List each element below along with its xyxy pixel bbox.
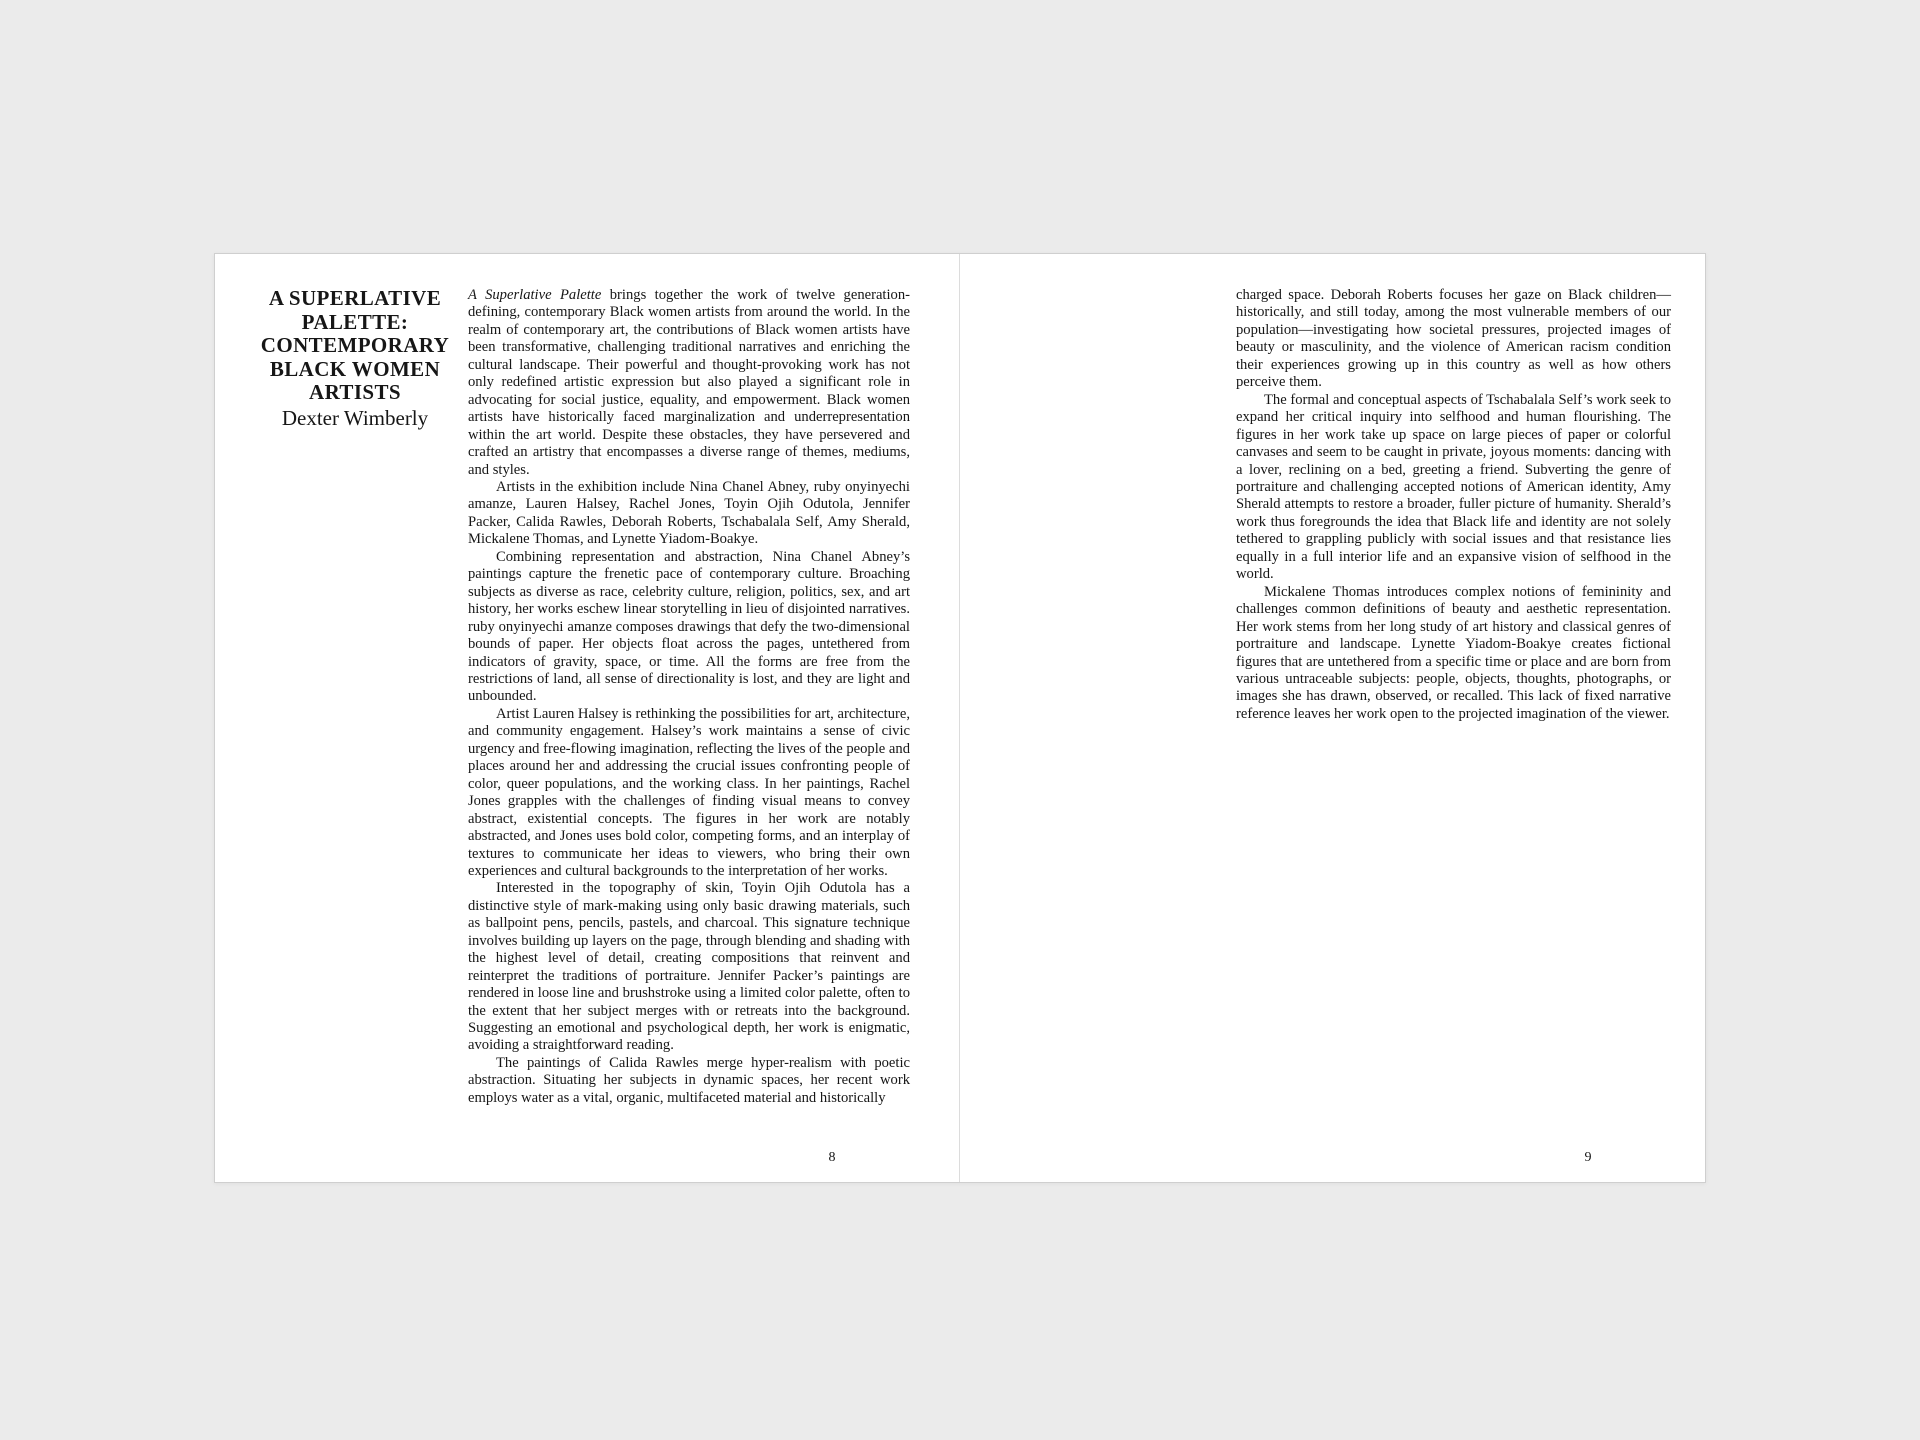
body-paragraph: Mickalene Thomas introduces complex notions of femininity and challenges common definitions of beauty and aesthetic representation. Her work stems from her long study of art history and classical genres of portraiture and landscape. Lynette Yiadom-Boakye creates fictional figures that are untethered from a specific time or place and are born from various untraceable subjects: people, objects, thoughts, photographs, or images she has drawn, observed, or recalled. This lack of fixed narrative reference leaves her work open to the projected imagination of the viewer. — [1236, 583, 1671, 722]
essay-author: Dexter Wimberly — [281, 405, 429, 430]
right-page-body — [1236, 287, 1671, 723]
body-paragraph: Artist Lauren Halsey is rethinking the possibilities for art, architecture, and community engagement. Halsey’s work maintains a sense of civic urgency and free-flowing imagination, reflecting the lives of the people and places around her and addressing the crucial issues confronting people of color, queer populations, and the working class. In her paintings, Rachel Jones grapples with the challenges of finding visual means to convey abstract, existential concepts. The figures in her work are notably abstracted, and Jones uses bold color, competing forms, and an interplay of textures to communicate her ideas to viewers, who bring their own experiences and cultural backgrounds to the interpretation of her works. — [468, 705, 910, 879]
page-right — [960, 254, 1705, 1182]
body-paragraph: Combining representation and abstraction, Nina Chanel Abney’s paintings capture the frenetic pace of contemporary culture. Broaching subjects as diverse as race, celebrity culture, religion, politics, sex, and art history, her works eschew linear storytelling in lieu of disjointed narratives. ruby onyinyechi amanze composes drawings that defy the two-dimensional bounds of paper. Her objects float across the pages, untethered from indicators of gravity, space, or time. All the forms are free from the restrictions of land, all sense of directionality is lost, and they are light and unbounded. — [468, 548, 910, 705]
page-number-right: 9 — [1584, 1150, 1592, 1165]
body-paragraph: The paintings of Calida Rawles merge hyper-realism with poetic abstraction. Situating her subjects in dynamic spaces, her recent work employs water as a vital, organic, multifaceted material and historically — [468, 1054, 910, 1106]
left-page-body — [468, 287, 910, 1107]
essay-title-line: ARTISTS — [309, 380, 401, 404]
essay-title-block — [235, 287, 475, 430]
page-number-left: 8 — [828, 1150, 836, 1165]
book-spread — [214, 253, 1706, 1183]
body-paragraph: charged space. Deborah Roberts focuses her gaze on Black children—historically, and still today, among the most vulnerable members of our population—investigating how societal pressures, projected images of beauty or masculinity, and the violence of American racism condition their experiences growing up in this country as well as how others perceive them. — [1236, 287, 1671, 391]
essay-title-line: BLACK WOMEN — [269, 356, 441, 381]
body-paragraph: The formal and conceptual aspects of Tschabalala Self’s work seek to expand her critical inquiry into selfhood and human flourishing. The figures in her work take up space on large pieces of paper or colorful canvases and seem to be caught in private, joyous moments: dancing with a lover, reclining on a bed, greeting a friend. Subverting the genre of portraiture and challenging accepted notions of American identity, Amy Sherald attempts to restore a broader, fuller picture of humanity. Sherald’s work thus foregrounds the idea that Black life and identity are not solely tethered to grappling publicly with social issues and that resistance lies equally in a full interior life and an expansive vision of selfhood in the world. — [1236, 391, 1671, 583]
body-paragraph: Interested in the topography of skin, Toyin Ojih Odutola has a distinctive style of mark-making using only basic drawing materials, such as ballpoint pens, pencils, pastels, and charcoal. This signature technique involves building up layers on the page, through blending and shading with the highest level of detail, creating compositions that reinvent and reinterpret the traditions of portraiture. Jennifer Packer’s paintings are rendered in loose line and brushstroke using a limited color palette, often to the extent that her subject merges with or retreats into the background. Suggesting an emotional and psychological depth, her work is enigmatic, avoiding a straightforward reading. — [468, 880, 910, 1054]
exhibition-title-italic: A Superlative Palette — [468, 287, 602, 303]
body-paragraph: Artists in the exhibition include Nina Chanel Abney, ruby onyinyechi amanze, Lauren Halsey, Rachel Jones, Toyin Ojih Odutola, Jennifer Packer, Calida Rawles, Deborah Roberts, Tschabalala Self, Amy Sherald, Mickalene Thomas, and Lynette Yiadom-Boakye. — [468, 478, 910, 548]
essay-title-line: CONTEMPORARY — [260, 333, 450, 357]
essay-title-line: PALETTE: — [301, 309, 409, 334]
essay-title-line: A SUPERLATIVE — [268, 286, 442, 310]
body-paragraph: A Superlative Palette brings together the work of twelve generation-defining, contemporary Black women artists from around the world. In the realm of contemporary art, the contributions of Black women artists have been transformative, challenging traditional narratives and enriching the cultural landscape. Their powerful and thought-provoking work has not only redefined artistic expression but also played a significant role in advocating for social justice, equality, and empowerment. Black women artists have historically faced marginalization and underrepresentation within the art world. Despite these obstacles, they have persevered and crafted an artistry that encompasses a diverse range of themes, mediums, and styles. — [468, 287, 910, 478]
page-left — [215, 254, 960, 1182]
